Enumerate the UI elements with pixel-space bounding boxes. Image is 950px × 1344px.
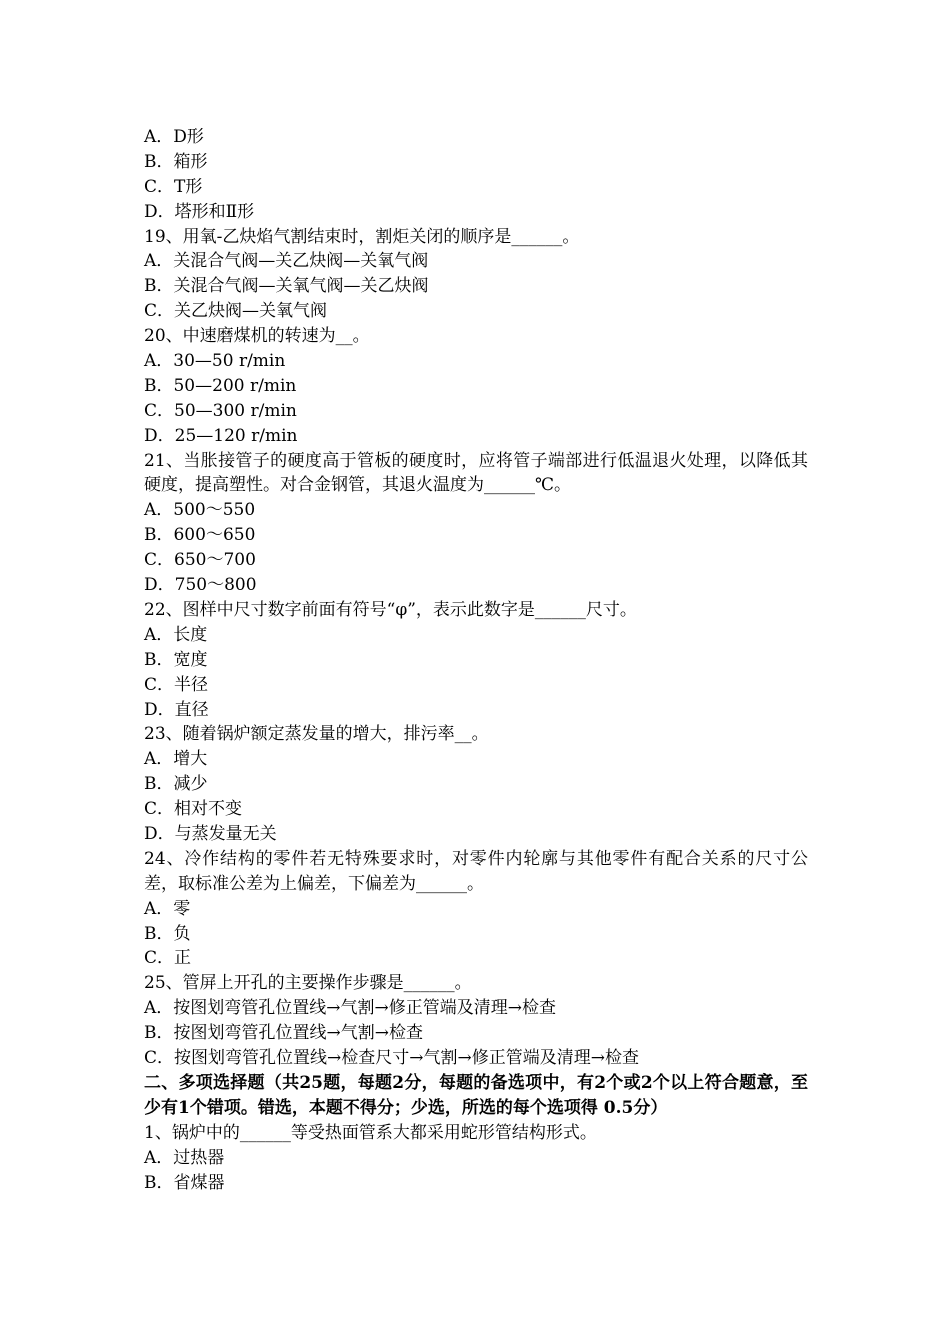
- text-line: B．按图划弯管孔位置线→气割→检查: [144, 1023, 423, 1044]
- text-line: 22、图样中尺寸数字前面有符号“φ”，表示此数字是______尺寸。: [144, 599, 637, 620]
- text-line: D．与蒸发量无关: [144, 823, 277, 844]
- section-heading: 二、多项选择题（共25题，每题2分，每题的备选项中，有2个或2个以上符合题意，至少有1个错项。错选，本题不得分；少选，所选的每个选项得 0.5分）: [144, 1072, 808, 1118]
- text-line: A．长度: [144, 624, 208, 645]
- text-line: 21、当胀接管子的硬度高于管板的硬度时，应将管子端部进行低温退火处理，以降低其硬度，提高塑性。对合金钢管，其退火温度为______℃。: [144, 450, 808, 496]
- text-line: B．箱形: [144, 151, 208, 172]
- text-line: C．正: [144, 948, 192, 969]
- text-line: C．相对不变: [144, 799, 243, 820]
- question-list: [144, 125, 808, 1195]
- text-line: A．零: [144, 898, 191, 919]
- text-line: 24、冷作结构的零件若无特殊要求时，对零件内轮廓与其他零件有配合关系的尺寸公差，取标准公差为上偏差，下偏差为______。: [144, 848, 808, 894]
- text-line: A．过热器: [144, 1147, 225, 1168]
- text-line: D．750～800: [144, 575, 257, 596]
- text-line: A．增大: [144, 749, 208, 770]
- text-line: B．600～650: [144, 525, 256, 546]
- text-line: B．减少: [144, 774, 208, 795]
- text-line: A．D形: [144, 127, 204, 147]
- text-line: 25、管屏上开孔的主要操作步骤是______。: [144, 973, 472, 994]
- text-line: C．关乙炔阀—关氧气阀: [144, 301, 328, 322]
- text-line: 1、锅炉中的______等受热面管系大都采用蛇形管结构形式。: [144, 1122, 597, 1143]
- text-line: B．50—200 r/min: [144, 375, 297, 396]
- text-line: C．按图划弯管孔位置线→检查尺寸→气割→修正管端及清理→检查: [144, 1048, 639, 1069]
- text-line: A．30—50 r/min: [144, 351, 286, 372]
- text-line: D．25—120 r/min: [144, 425, 298, 446]
- text-line: A．关混合气阀—关乙炔阀—关氧气阀: [144, 251, 429, 272]
- text-line: 20、中速磨煤机的转速为__。: [144, 326, 370, 347]
- text-line: A．按图划弯管孔位置线→气割→修正管端及清理→检查: [144, 998, 557, 1019]
- text-line: C．半径: [144, 674, 209, 695]
- text-line: A．500～550: [144, 500, 256, 521]
- text-line: C．50—300 r/min: [144, 400, 297, 421]
- document-page: [144, 125, 808, 1195]
- text-line: C．T形: [144, 176, 203, 197]
- text-line: C．650～700: [144, 550, 256, 571]
- text-line: 19、用氧-乙炔焰气割结束时，割炬关闭的顺序是______。: [144, 226, 580, 247]
- text-line: B．省煤器: [144, 1172, 225, 1193]
- text-line: B．宽度: [144, 649, 208, 670]
- text-line: B．负: [144, 923, 191, 944]
- text-line: B．关混合气阀—关氧气阀—关乙炔阀: [144, 276, 429, 297]
- text-line: 23、随着锅炉额定蒸发量的增大，排污率__。: [144, 724, 489, 745]
- text-line: D．塔形和Ⅱ形: [144, 201, 255, 222]
- text-line: D．直径: [144, 699, 209, 720]
